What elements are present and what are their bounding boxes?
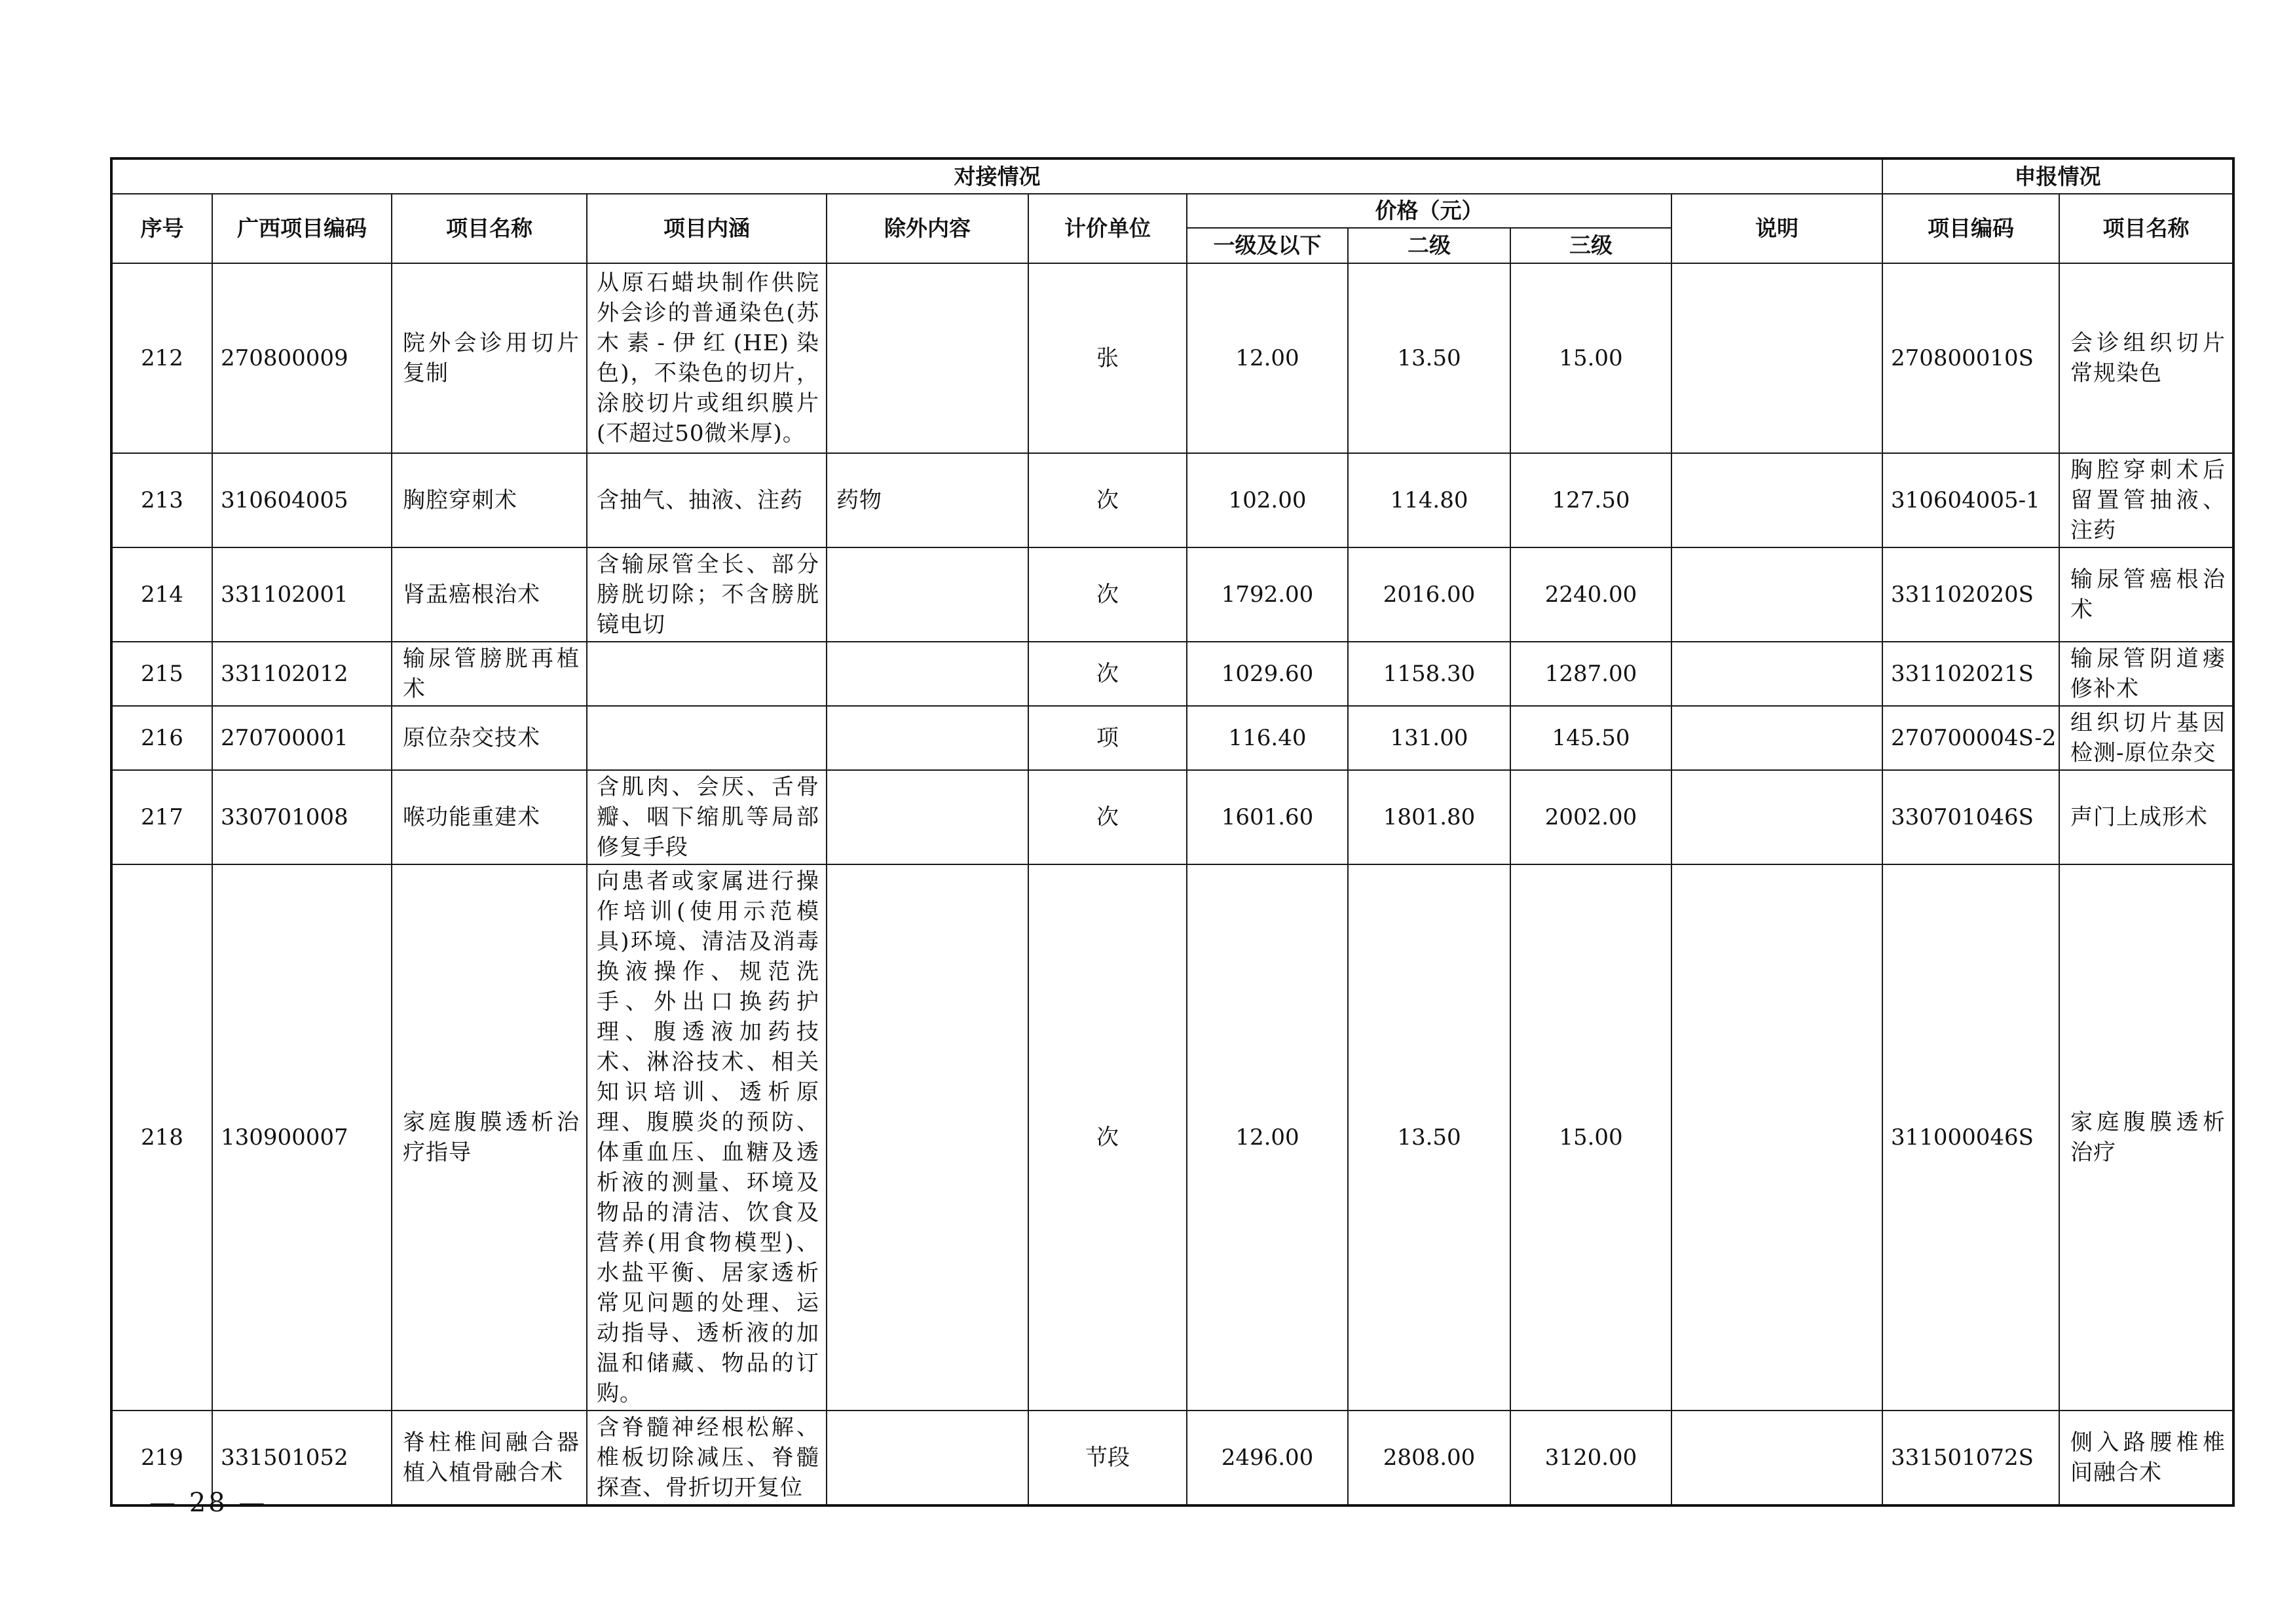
cell-note xyxy=(1671,453,1882,547)
cell-excluded xyxy=(827,864,1028,1411)
cell-content: 含脊髓神经根松解、椎板切除减压、脊髓探查、骨折切开复位 xyxy=(587,1411,827,1505)
cell-price-level3: 2240.00 xyxy=(1510,547,1671,642)
cell-note xyxy=(1671,547,1882,642)
col-note-header: 说明 xyxy=(1671,194,1882,263)
cell-price-level3: 2002.00 xyxy=(1510,770,1671,864)
col-report-name-header: 项目名称 xyxy=(2059,194,2233,263)
cell-name: 肾盂癌根治术 xyxy=(392,547,587,642)
cell-report-name: 组织切片基因检测-原位杂交 xyxy=(2059,706,2233,770)
cell-price-level3: 127.50 xyxy=(1510,453,1671,547)
cell-name: 输尿管膀胱再植术 xyxy=(392,642,587,706)
cell-price-level3: 15.00 xyxy=(1510,263,1671,453)
table-row xyxy=(111,1411,2233,1505)
cell-report-name: 声门上成形术 xyxy=(2059,770,2233,864)
cell-price-level3: 1287.00 xyxy=(1510,642,1671,706)
cell-price-level2: 114.80 xyxy=(1348,453,1510,547)
cell-unit: 张 xyxy=(1028,263,1187,453)
page-number: — 28 — xyxy=(149,1488,268,1518)
cell-report-code: 331102020S xyxy=(1882,547,2059,642)
cell-price-level3: 15.00 xyxy=(1510,864,1671,1411)
table-row xyxy=(111,263,2233,453)
cell-code: 270700001 xyxy=(212,706,392,770)
cell-seq: 217 xyxy=(111,770,212,864)
cell-price-level1: 2496.00 xyxy=(1187,1411,1348,1505)
cell-code: 130900007 xyxy=(212,864,392,1411)
cell-content: 含抽气、抽液、注药 xyxy=(587,453,827,547)
price-table-sheet xyxy=(110,157,2232,1507)
table-row xyxy=(111,453,2233,547)
table-body xyxy=(111,263,2233,1505)
cell-seq: 218 xyxy=(111,864,212,1411)
cell-report-name: 输尿管癌根治术 xyxy=(2059,547,2233,642)
cell-seq: 219 xyxy=(111,1411,212,1505)
cell-excluded xyxy=(827,547,1028,642)
cell-price-level1: 1601.60 xyxy=(1187,770,1348,864)
cell-price-level3: 145.50 xyxy=(1510,706,1671,770)
cell-report-name: 胸腔穿刺术后留置管抽液、注药 xyxy=(2059,453,2233,547)
cell-note xyxy=(1671,706,1882,770)
table-row xyxy=(111,864,2233,1411)
cell-unit: 次 xyxy=(1028,642,1187,706)
cell-content xyxy=(587,642,827,706)
cell-code: 331501052 xyxy=(212,1411,392,1505)
cell-report-code: 331501072S xyxy=(1882,1411,2059,1505)
table-row xyxy=(111,770,2233,864)
cell-unit: 次 xyxy=(1028,770,1187,864)
cell-unit: 节段 xyxy=(1028,1411,1187,1505)
cell-code: 330701008 xyxy=(212,770,392,864)
cell-code: 331102012 xyxy=(212,642,392,706)
cell-code: 331102001 xyxy=(212,547,392,642)
col-gx-code-header: 广西项目编码 xyxy=(212,194,392,263)
cell-price-level2: 13.50 xyxy=(1348,864,1510,1411)
cell-name: 家庭腹膜透析治疗指导 xyxy=(392,864,587,1411)
col-level3-header: 三级 xyxy=(1510,228,1671,263)
group-report-header: 申报情况 xyxy=(1882,158,2233,194)
col-level1-header: 一级及以下 xyxy=(1187,228,1348,263)
cell-report-code: 331102021S xyxy=(1882,642,2059,706)
cell-price-level2: 13.50 xyxy=(1348,263,1510,453)
cell-excluded xyxy=(827,770,1028,864)
cell-excluded xyxy=(827,1411,1028,1505)
cell-report-code: 310604005-1 xyxy=(1882,453,2059,547)
cell-report-code: 270700004S-2 xyxy=(1882,706,2059,770)
cell-price-level1: 1029.60 xyxy=(1187,642,1348,706)
cell-report-code: 270800010S xyxy=(1882,263,2059,453)
col-excluded-header: 除外内容 xyxy=(827,194,1028,263)
cell-code: 310604005 xyxy=(212,453,392,547)
cell-note xyxy=(1671,642,1882,706)
cell-note xyxy=(1671,864,1882,1411)
col-seq-header: 序号 xyxy=(111,194,212,263)
cell-content: 向患者或家属进行操作培训(使用示范模具)环境、清洁及消毒换液操作、规范洗手、外出口换药护理、腹透液加药技术、淋浴技术、相关知识培训、透析原理、腹膜炎的预防、体重血压、血糖及透析液的测量、环境及物品的清洁、饮食及营养(用食物模型)、水盐平衡、居家透析常见问题的处理、运动指导、透析液的加温和储藏、物品的订购。 xyxy=(587,864,827,1411)
table-row xyxy=(111,547,2233,642)
col-report-code-header: 项目编码 xyxy=(1882,194,2059,263)
col-unit-header: 计价单位 xyxy=(1028,194,1187,263)
cell-excluded xyxy=(827,263,1028,453)
table-row xyxy=(111,642,2233,706)
cell-report-name: 家庭腹膜透析治疗 xyxy=(2059,864,2233,1411)
col-level2-header: 二级 xyxy=(1348,228,1510,263)
table-header xyxy=(111,158,2233,263)
cell-price-level2: 2808.00 xyxy=(1348,1411,1510,1505)
cell-price-level1: 116.40 xyxy=(1187,706,1348,770)
cell-price-level1: 12.00 xyxy=(1187,263,1348,453)
cell-name: 胸腔穿刺术 xyxy=(392,453,587,547)
col-item-name-header: 项目名称 xyxy=(392,194,587,263)
col-price-group-header: 价格（元） xyxy=(1187,194,1671,228)
cell-price-level1: 1792.00 xyxy=(1187,547,1348,642)
cell-excluded xyxy=(827,642,1028,706)
table-row xyxy=(111,706,2233,770)
cell-excluded xyxy=(827,706,1028,770)
cell-report-code: 330701046S xyxy=(1882,770,2059,864)
cell-price-level1: 12.00 xyxy=(1187,864,1348,1411)
cell-name: 原位杂交技术 xyxy=(392,706,587,770)
cell-price-level2: 131.00 xyxy=(1348,706,1510,770)
cell-unit: 项 xyxy=(1028,706,1187,770)
cell-seq: 216 xyxy=(111,706,212,770)
cell-price-level1: 102.00 xyxy=(1187,453,1348,547)
cell-name: 院外会诊用切片复制 xyxy=(392,263,587,453)
cell-report-code: 311000046S xyxy=(1882,864,2059,1411)
cell-seq: 212 xyxy=(111,263,212,453)
cell-report-name: 输尿管阴道瘘修补术 xyxy=(2059,642,2233,706)
cell-unit: 次 xyxy=(1028,547,1187,642)
cell-seq: 214 xyxy=(111,547,212,642)
cell-report-name: 侧入路腰椎椎间融合术 xyxy=(2059,1411,2233,1505)
cell-content: 从原石蜡块制作供院外会诊的普通染色(苏木素-伊红(HE)染色)，不染色的切片，涂胶切片或组织膜片(不超过50微米厚)。 xyxy=(587,263,827,453)
cell-code: 270800009 xyxy=(212,263,392,453)
cell-note xyxy=(1671,1411,1882,1505)
cell-content: 含肌肉、会厌、舌骨瓣、咽下缩肌等局部修复手段 xyxy=(587,770,827,864)
cell-price-level2: 1158.30 xyxy=(1348,642,1510,706)
cell-excluded: 药物 xyxy=(827,453,1028,547)
group-docking-header: 对接情况 xyxy=(111,158,1882,194)
cell-note xyxy=(1671,263,1882,453)
cell-unit: 次 xyxy=(1028,864,1187,1411)
col-content-header: 项目内涵 xyxy=(587,194,827,263)
cell-unit: 次 xyxy=(1028,453,1187,547)
cell-content xyxy=(587,706,827,770)
cell-name: 脊柱椎间融合器植入植骨融合术 xyxy=(392,1411,587,1505)
cell-note xyxy=(1671,770,1882,864)
cell-price-level2: 1801.80 xyxy=(1348,770,1510,864)
cell-content: 含输尿管全长、部分膀胱切除；不含膀胱镜电切 xyxy=(587,547,827,642)
price-table xyxy=(110,157,2235,1507)
cell-name: 喉功能重建术 xyxy=(392,770,587,864)
cell-seq: 213 xyxy=(111,453,212,547)
cell-seq: 215 xyxy=(111,642,212,706)
cell-price-level3: 3120.00 xyxy=(1510,1411,1671,1505)
cell-price-level2: 2016.00 xyxy=(1348,547,1510,642)
cell-report-name: 会诊组织切片常规染色 xyxy=(2059,263,2233,453)
